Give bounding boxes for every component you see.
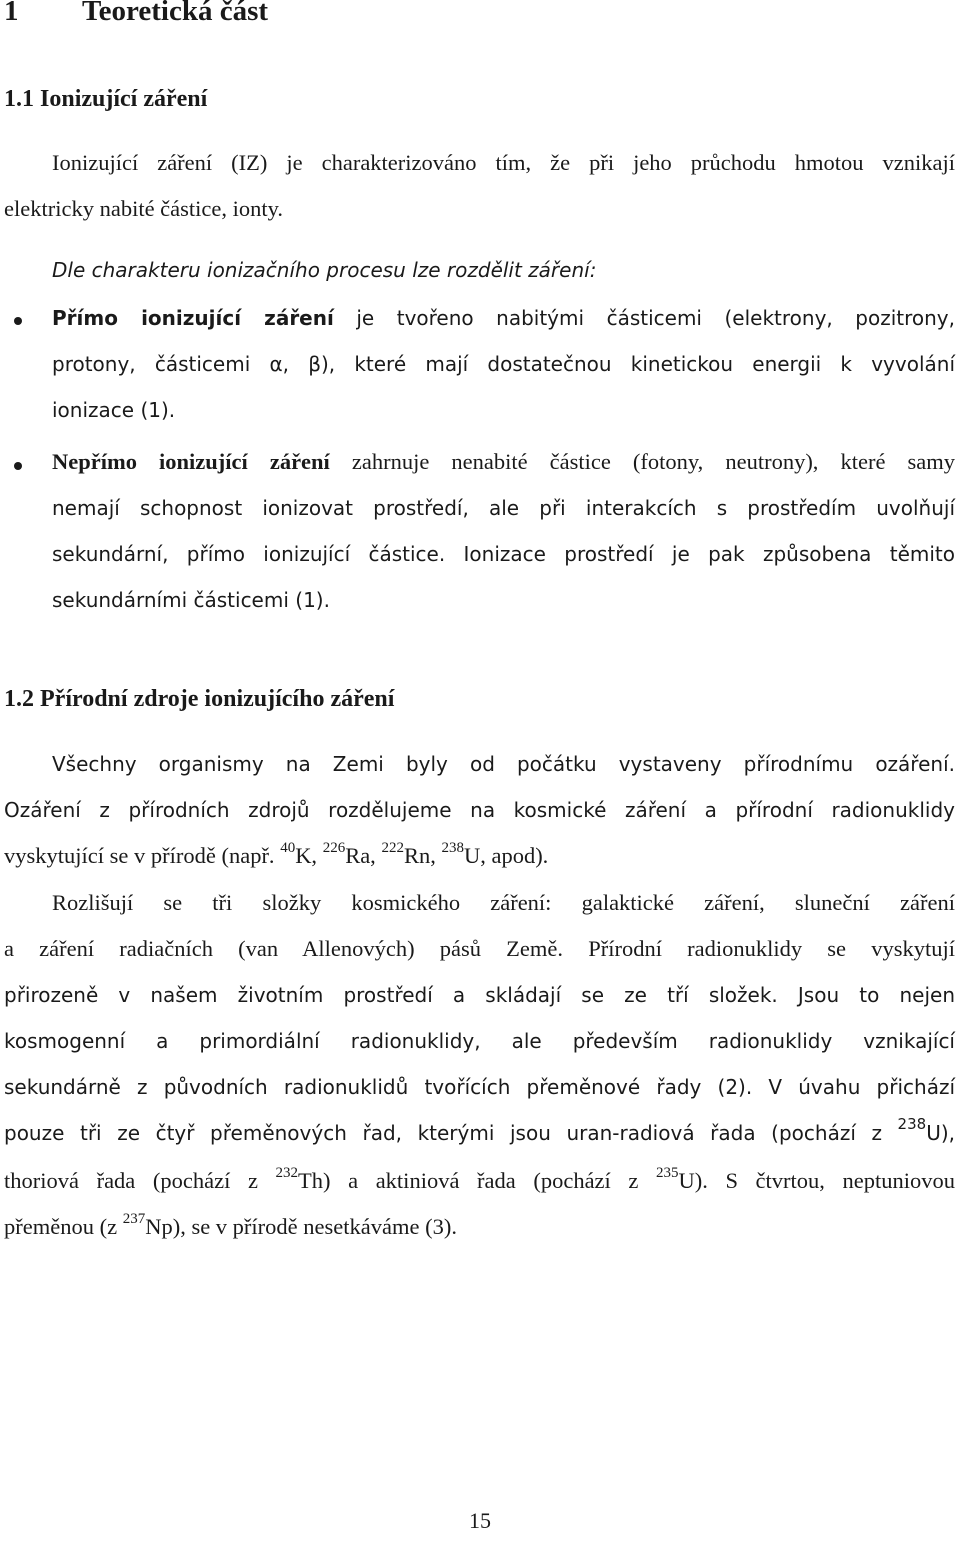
- intro-line-2: elektricky nabité částice, ionty.: [4, 196, 284, 221]
- bullet-marker: [14, 317, 22, 325]
- section-heading-1-1: 1.1 Ionizující záření: [4, 86, 208, 112]
- bullet2-line-4: sekundárními částicemi (1).: [52, 588, 330, 612]
- para1-line-3: vyskytující se v přírodě (např. $^{40}$K, $^{226}$Ra, $^{222}$Rn, $^{238}$U, apod).: [4, 839, 549, 868]
- para2-line-2: a záření radiačních (van Allenových) pásů Země. Přírodní radionuklidy se vyskytují: [4, 936, 955, 961]
- page-number: 15: [469, 1508, 491, 1533]
- para2-line-5: sekundárně z původních radionuklidů tvořících přeměnové řady (2). V úvahu přichází: [4, 1075, 955, 1099]
- para2-line-8: přeměnou (z $^{237}$Np), se v přírodě nesetkáváme (3).: [4, 1210, 457, 1239]
- bullet1-line-1: Přímo ionizující záření je tvořeno nabitými částicemi (elektrony, pozitrony,: [52, 306, 955, 330]
- intro-line-1: Ionizující záření (IZ) je charakterizováno tím, že při jeho průchodu hmotou vznikají: [52, 150, 955, 175]
- chapter-heading: [4, 0, 268, 28]
- para2-line-3: přirozeně v našem životním prostředí a skládají se ze tří složek. Jsou to nejen: [4, 983, 955, 1007]
- bullet1-term: Přímo ionizující záření: [52, 306, 334, 330]
- chapter-number: 1: [4, 0, 19, 27]
- para2-line-6: pouze tři ze čtyř přeměnových řad, kterými jsou uran-radiová řada (pochází z $^{238}$U),: [4, 1115, 955, 1145]
- bullet2-term: Nepřímo ionizující záření: [52, 449, 330, 474]
- bullet1-line-3: ionizace (1).: [52, 398, 176, 422]
- para2-line-4: kosmogenní a primordiální radionuklidy, ale především radionuklidy vznikající: [4, 1029, 955, 1053]
- para1-line-2: Ozáření z přírodních zdrojů rozdělujeme na kosmické záření a přírodní radionuklidy: [4, 798, 955, 822]
- para2-line-7: thoriová řada (pochází z $^{232}$Th) a aktiniová řada (pochází z $^{235}$U). S čtvrtou, neptuniovou: [4, 1164, 956, 1193]
- bullet1-line-2: protony, částicemi α, β), které mají dostatečnou kinetickou energii k vyvolání: [52, 352, 955, 376]
- classification-lead: Dle charakteru ionizačního procesu lze rozdělit záření:: [52, 258, 597, 282]
- bullet2-line-1: Nepřímo ionizující záření zahrnuje nenabité částice (fotony, neutrony), které samy: [52, 449, 955, 474]
- chapter-title: Teoretická část: [82, 0, 269, 27]
- para1-line-1: Všechny organismy na Zemi byly od počátku vystaveny přírodnímu ozáření.: [52, 752, 955, 776]
- section-heading-1-2: 1.2 Přírodní zdroje ionizujícího záření: [4, 686, 395, 712]
- bullet2-line-2: nemají schopnost ionizovat prostředí, ale při interakcích s prostředím uvolňují: [52, 496, 955, 520]
- bullet2-line-3: sekundární, přímo ionizující částice. Ionizace prostředí je pak způsobena těmito: [52, 542, 955, 566]
- para2-line-1: Rozlišují se tři složky kosmického záření: galaktické záření, sluneční záření: [52, 890, 955, 915]
- bullet-marker: [14, 462, 22, 470]
